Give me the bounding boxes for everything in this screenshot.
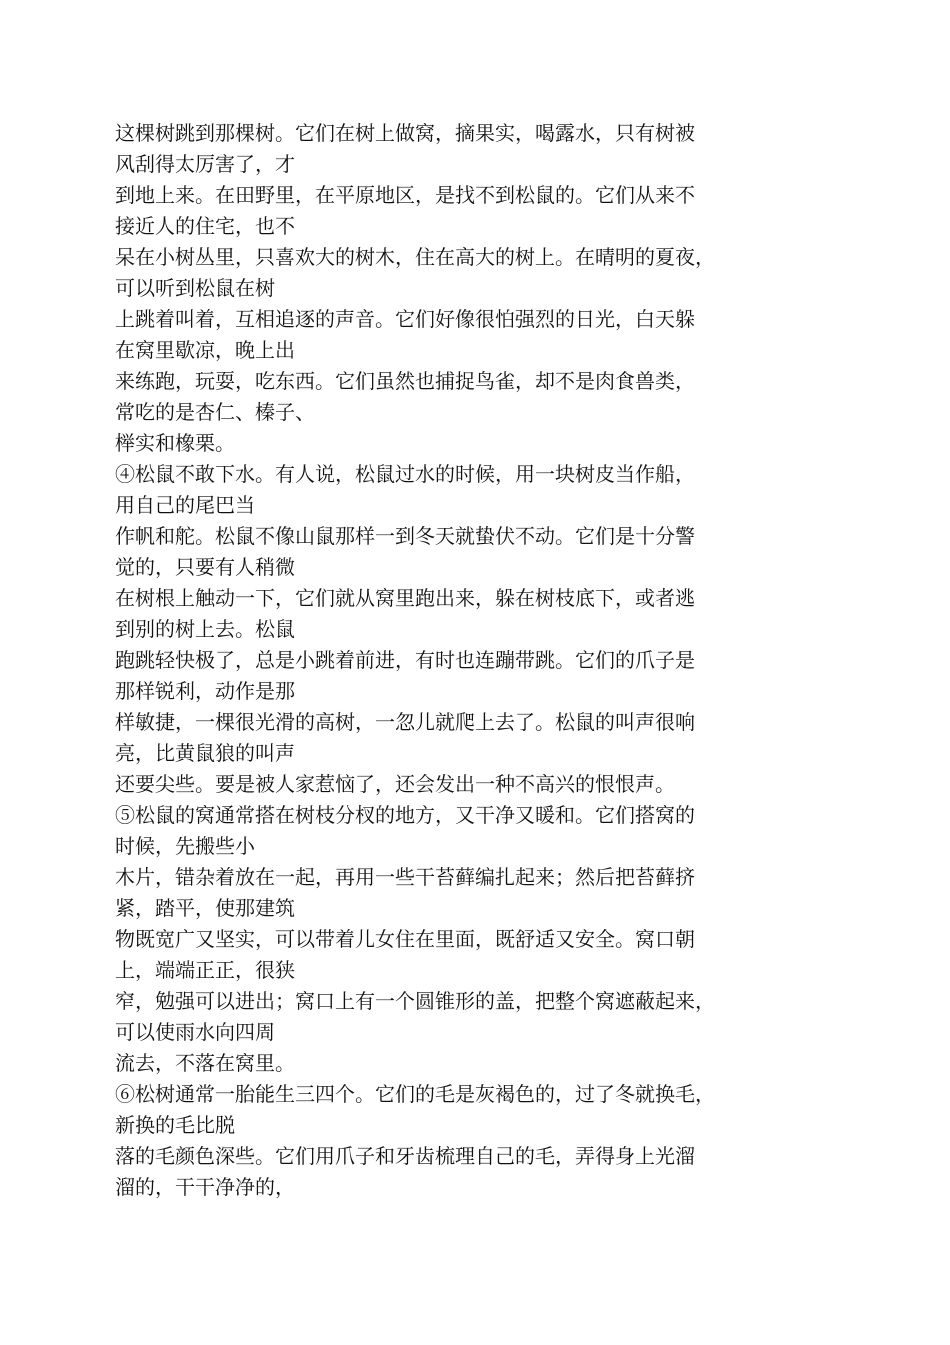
text-line: 在树根上触动一下，它们就从窝里跑出来，躲在树枝底下，或者逃: [115, 586, 695, 610]
text-line: 样敏捷，一棵很光滑的高树，一忽儿就爬上去了。松鼠的叫声很响: [115, 710, 695, 734]
text-line: 溜的，干干净净的，: [115, 1175, 295, 1199]
text-line: 到别的树上去。松鼠: [115, 617, 295, 641]
text-line: 常吃的是杏仁、榛子、: [115, 400, 315, 424]
text-line: 跑跳轻快极了，总是小跳着前进，有时也连蹦带跳。它们的爪子是: [115, 648, 695, 672]
text-line: 窄，勉强可以进出；窝口上有一个圆锥形的盖，把整个窝遮蔽起来，: [115, 989, 715, 1013]
text-line: 榉实和橡栗。: [115, 431, 235, 455]
text-line: 可以听到松鼠在树: [115, 276, 275, 300]
text-line: 作帆和舵。松鼠不像山鼠那样一到冬天就蛰伏不动。它们是十分警: [115, 524, 695, 548]
text-line: 来练跑，玩耍，吃东西。它们虽然也捕捉鸟雀，却不是肉食兽类，: [115, 369, 695, 393]
text-line: 亮，比黄鼠狼的叫声: [115, 741, 295, 765]
text-line: ⑥松树通常一胎能生三四个。它们的毛是灰褐色的，过了冬就换毛，: [115, 1082, 715, 1106]
text-line: 到地上来。在田野里，在平原地区，是找不到松鼠的。它们从来不: [115, 183, 695, 207]
text-line: 呆在小树丛里，只喜欢大的树木，住在高大的树上。在晴明的夏夜，: [115, 245, 715, 269]
text-line: ⑤松鼠的窝通常搭在树枝分杈的地方，又干净又暖和。它们搭窝的: [115, 803, 695, 827]
text-line: 物既宽广又坚实，可以带着儿女住在里面，既舒适又安全。窝口朝: [115, 927, 695, 951]
text-line: 紧，踏平，使那建筑: [115, 896, 295, 920]
text-line: 接近人的住宅，也不: [115, 214, 295, 238]
text-line: 木片，错杂着放在一起，再用一些干苔藓编扎起来；然后把苔藓挤: [115, 865, 695, 889]
text-line: ④松鼠不敢下水。有人说，松鼠过水的时候，用一块树皮当作船，: [115, 462, 695, 486]
text-line: 这棵树跳到那棵树。它们在树上做窝，摘果实，喝露水，只有树被: [115, 121, 695, 145]
text-line: 风刮得太厉害了，才: [115, 152, 295, 176]
text-line: 在窝里歇凉，晚上出: [115, 338, 295, 362]
text-line: 可以使雨水向四周: [115, 1020, 275, 1044]
text-line: 用自己的尾巴当: [115, 493, 255, 517]
text-line: 上跳着叫着，互相追逐的声音。它们好像很怕强烈的日光，白天躲: [115, 307, 695, 331]
text-line: 上，端端正正，很狭: [115, 958, 295, 982]
text-line: 落的毛颜色深些。它们用爪子和牙齿梳理自己的毛，弄得身上光溜: [115, 1144, 695, 1168]
article-text: [115, 118, 775, 1203]
text-line: 那样锐利，动作是那: [115, 679, 295, 703]
text-line: 流去，不落在窝里。: [115, 1051, 295, 1075]
text-line: 新换的毛比脱: [115, 1113, 235, 1137]
text-line: 还要尖些。要是被人家惹恼了，还会发出一种不高兴的恨恨声。: [115, 772, 675, 796]
text-line: 觉的，只要有人稍微: [115, 555, 295, 579]
text-line: 时候，先搬些小: [115, 834, 255, 858]
